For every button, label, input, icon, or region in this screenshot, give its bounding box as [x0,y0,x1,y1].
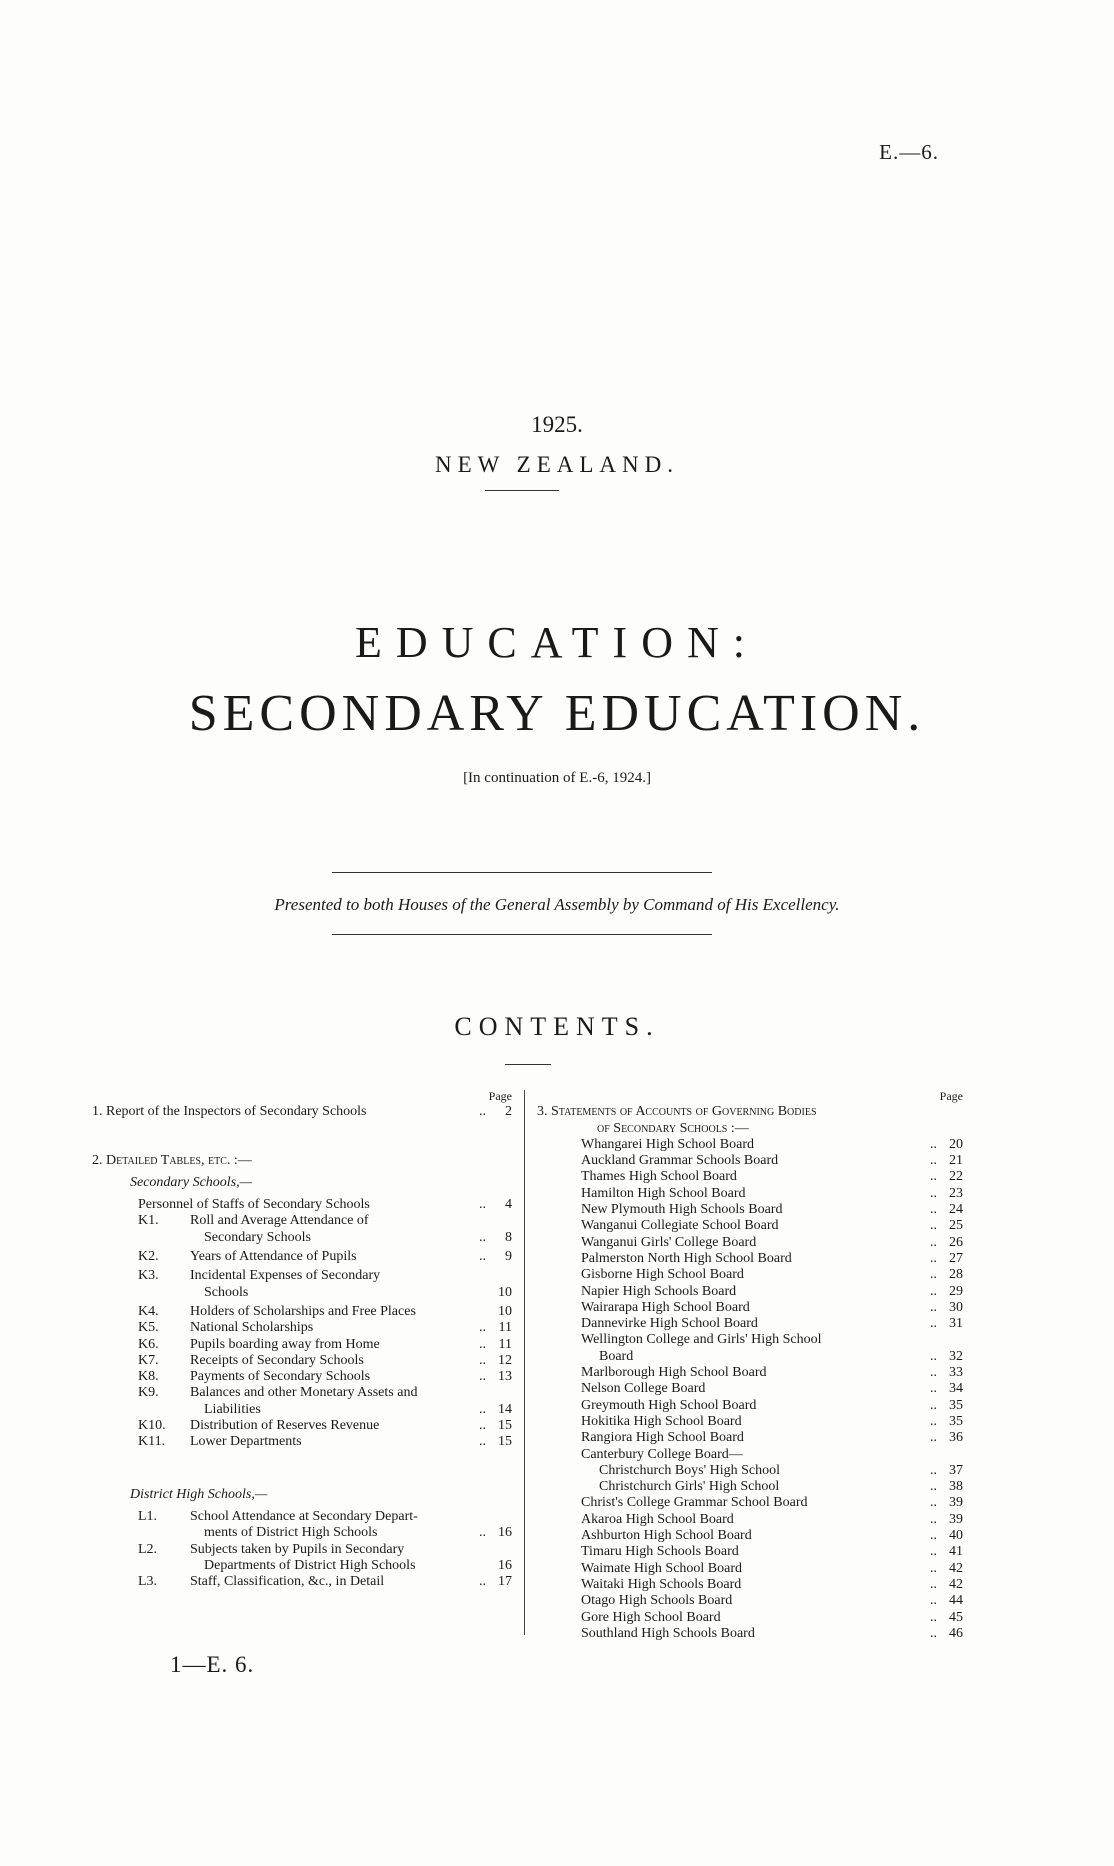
contents-entry: Napier High Schools Board .. 29 [581,1283,963,1299]
contents-entry: K3. Incidental Expenses of Secondary [138,1268,381,1284]
contents-entry: Waimate High School Board .. 42 [581,1560,963,1576]
year: 1925. [531,412,583,437]
divider [332,934,712,935]
title-secondary-education: SECONDARY EDUCATION. [188,685,926,742]
contents-right-column [537,1088,963,1642]
document-reference: E.—6. [879,140,939,164]
contents-entry: L3. Staff, Classification, &c., in Detail .. 17 [138,1574,512,1590]
contents-entry: Wanganui Collegiate School Board .. 25 [581,1218,963,1234]
divider [332,872,712,873]
contents-entry-cont: ments of District High Schools .. 16 [204,1525,512,1541]
contents-entry: K1. Roll and Average Attendance of [138,1213,369,1229]
contents-entry: Otago High Schools Board .. 44 [581,1593,963,1609]
contents-entry: K4. Holders of Scholarships and Free Places 10 [138,1303,512,1319]
contents-entry: Greymouth High School Board .. 35 [581,1397,963,1413]
subsection-heading: District High Schools,— [130,1486,268,1502]
contents-entry: K11. Lower Departments .. 15 [138,1434,512,1450]
contents-entry: 1. Report of the Inspectors of Secondary Schools .. 2 [92,1104,512,1120]
contents-entry: Ashburton High School Board .. 40 [581,1528,963,1544]
country: NEW ZEALAND. [434,452,680,477]
contents-heading: CONTENTS. [454,1012,660,1041]
contents-entry: Christ's College Grammar School Board .. 39 [581,1495,963,1511]
contents-entry: Auckland Grammar Schools Board .. 21 [581,1153,963,1169]
divider [485,490,559,491]
page-column-label: Page [488,1089,512,1103]
contents-entry: Waitaki High Schools Board .. 42 [581,1576,963,1592]
contents-entry: Akaroa High School Board .. 39 [581,1511,963,1527]
contents-entry: Gore High School Board .. 45 [581,1609,963,1625]
contents-left-column [92,1088,512,1590]
contents-entry: Palmerston North High School Board .. 27 [581,1250,963,1266]
contents-entry: Hamilton High School Board .. 23 [581,1185,963,1201]
contents-entry: L1. School Attendance at Secondary Depart- [138,1508,418,1524]
contents-entry: Wellington College and Girls' High School [581,1332,822,1348]
page-column-label: Page [939,1089,963,1103]
contents-entry-cont: Secondary Schools .. 8 [204,1229,512,1245]
contents-entry-cont: Schools 10 [204,1284,512,1300]
contents-entry: K2. Years of Attendance of Pupils .. 9 [138,1249,512,1265]
section-heading: 3. Statements of Accounts of Governing Bodies [537,1104,817,1120]
contents-entry: L2. Subjects taken by Pupils in Secondary [138,1541,405,1557]
divider [505,1064,551,1065]
presented-note: Presented to both Houses of the General Assembly by Command of His Excellency. [274,895,840,914]
contents-entry: K8. Payments of Secondary Schools .. 13 [138,1369,512,1385]
contents-entry: Thames High School Board .. 22 [581,1169,963,1185]
contents-entry: Rangiora High School Board .. 36 [581,1430,963,1446]
contents-entry: Christchurch Girls' High School .. 38 [599,1479,963,1495]
continuation-note: [In continuation of E.-6, 1924.] [463,770,651,786]
contents-entry: K7. Receipts of Secondary Schools .. 12 [138,1352,512,1368]
contents-entry: Wanganui Girls' College Board .. 26 [581,1234,963,1250]
subsection-heading: Secondary Schools,— [130,1174,253,1190]
contents-entry: Whangarei High School Board .. 20 [581,1136,963,1152]
contents-entry-cont: Liabilities .. 14 [204,1401,512,1417]
section-heading: 2. Detailed Tables, etc. :— [92,1152,252,1168]
title-education: EDUCATION: [355,618,759,667]
contents-entry: K6. Pupils boarding away from Home .. 11 [138,1336,512,1352]
contents-entry-cont: Board .. 32 [599,1348,963,1364]
contents-entry: Gisborne High School Board .. 28 [581,1267,963,1283]
contents-entry-cont: Departments of District High Schools 16 [204,1557,512,1573]
contents-entry: Southland High Schools Board .. 46 [581,1625,963,1641]
contents-entry: Christchurch Boys' High School .. 37 [599,1462,963,1478]
section-heading-cont: of Secondary Schools :— [597,1120,749,1136]
contents-entry: K9. Balances and other Monetary Assets and [138,1385,418,1401]
contents-entry: Marlborough High School Board .. 33 [581,1365,963,1381]
contents-entry: Canterbury College Board— [581,1446,743,1462]
contents-entry: Hokitika High School Board .. 35 [581,1413,963,1429]
contents-entry: Wairarapa High School Board .. 30 [581,1299,963,1315]
footer-signature: 1—E. 6. [170,1652,255,1677]
contents-entry: K10. Distribution of Reserves Revenue .. 15 [138,1418,512,1434]
contents-entry: Nelson College Board .. 34 [581,1381,963,1397]
contents-entry: K5. National Scholarships .. 11 [138,1320,512,1336]
contents-entry: Dannevirke High School Board .. 31 [581,1316,963,1332]
contents-entry: Personnel of Staffs of Secondary Schools .. 4 [138,1197,512,1213]
column-divider [524,1090,525,1635]
contents-entry: New Plymouth High Schools Board .. 24 [581,1202,963,1218]
contents-entry: Timaru High Schools Board .. 41 [581,1544,963,1560]
